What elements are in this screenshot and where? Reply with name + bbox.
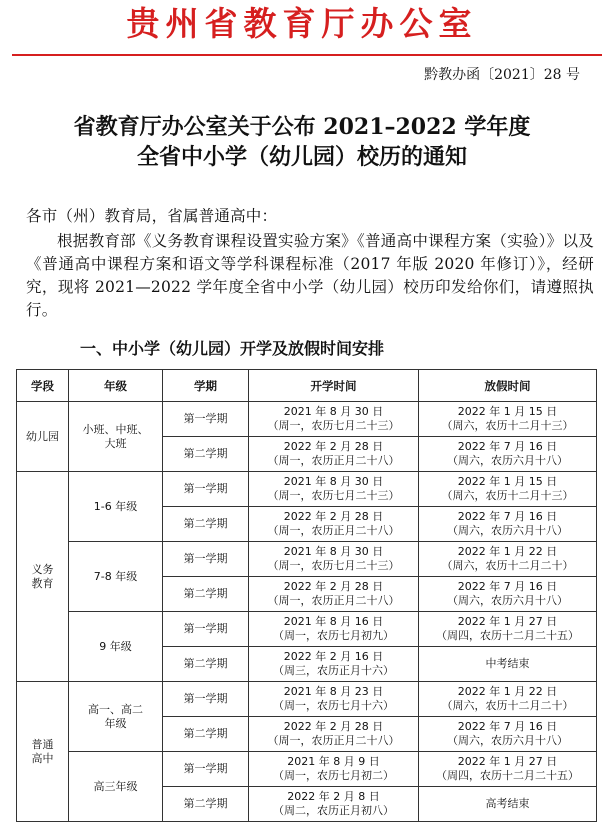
office-name-header: 贵州省教育厅办公室 xyxy=(126,4,478,43)
addressee: 各市（州）教育局，省属普通高中： xyxy=(26,207,278,225)
term-cell: 第二学期 xyxy=(163,717,249,752)
term-cell: 第一学期 xyxy=(163,682,249,717)
vacation-cell: 2022 年 7 月 16 日 （周六，农历六月十八） xyxy=(419,717,597,752)
stage-high-school: 普通 高中 xyxy=(17,682,69,822)
header-vacation: 放假时间 xyxy=(419,370,597,402)
term-cell: 第一学期 xyxy=(163,612,249,647)
section-heading: 一、中小学（幼儿园）开学及放假时间安排 xyxy=(80,339,385,358)
start-cell: 2022 年 2 月 8 日 （周二，农历正月初八） xyxy=(249,787,419,822)
grade-kindergarten: 小班、中班、 大班 xyxy=(69,402,163,472)
vacation-cell: 2022 年 1 月 22 日 （周六，农历十二月二十） xyxy=(419,682,597,717)
header-term: 学期 xyxy=(163,370,249,402)
start-cell: 2021 年 8 月 23 日 （周一，农历七月十六） xyxy=(249,682,419,717)
start-cell: 2021 年 8 月 30 日 （周一，农历七月二十三） xyxy=(249,402,419,437)
term-cell: 第二学期 xyxy=(163,577,249,612)
header-stage: 学段 xyxy=(17,370,69,402)
vacation-cell: 2022 年 1 月 15 日 （周六，农历十二月十三） xyxy=(419,402,597,437)
table-row xyxy=(17,682,597,717)
grade-1-6: 1-6 年级 xyxy=(69,472,163,542)
vacation-cell: 2022 年 7 月 16 日 （周六，农历六月十八） xyxy=(419,437,597,472)
term-cell: 第一学期 xyxy=(163,542,249,577)
body-paragraph: 根据教育部《义务教育课程设置实验方案》《普通高中课程方案（实验）》以及《普通高中课程方案和语文等学科课程标准（2017 年版 2020 年修订）》，经研究，现将 2021—2022 学年度全省中小学（幼儿园）校历印发给你们，请遵照执行。 xyxy=(26,232,594,319)
document-number: 黔教办函〔2021〕28 号 xyxy=(424,67,580,83)
vacation-cell: 2022 年 1 月 27 日 （周四，农历十二月二十五） xyxy=(419,752,597,787)
notice-title-line-1: 省教育厅办公室关于公布 2021–2022 学年度 xyxy=(73,114,531,140)
notice-title-line-2: 全省中小学（幼儿园）校历的通知 xyxy=(136,144,467,170)
vacation-cell: 高考结束 xyxy=(419,787,597,822)
header-start: 开学时间 xyxy=(249,370,419,402)
header-divider xyxy=(12,54,602,56)
header-grade: 年级 xyxy=(69,370,163,402)
vacation-cell: 中考结束 xyxy=(419,647,597,682)
table-header-row xyxy=(17,370,597,402)
table-row xyxy=(17,612,597,647)
vacation-cell: 2022 年 1 月 27 日 （周四，农历十二月二十五） xyxy=(419,612,597,647)
term-cell: 第一学期 xyxy=(163,472,249,507)
start-cell: 2022 年 2 月 28 日 （周一，农历正月二十八） xyxy=(249,577,419,612)
vacation-cell: 2022 年 7 月 16 日 （周六，农历六月十八） xyxy=(419,507,597,542)
term-cell: 第二学期 xyxy=(163,647,249,682)
start-cell: 2022 年 2 月 28 日 （周一，农历正月二十八） xyxy=(249,437,419,472)
table-row xyxy=(17,472,597,507)
start-cell: 2021 年 8 月 16 日 （周一，农历七月初九） xyxy=(249,612,419,647)
start-cell: 2021 年 8 月 9 日 （周一，农历七月初二） xyxy=(249,752,419,787)
table-row xyxy=(17,402,597,437)
grade-7-8: 7-8 年级 xyxy=(69,542,163,612)
vacation-cell: 2022 年 1 月 22 日 （周六，农历十二月二十） xyxy=(419,542,597,577)
grade-high-3: 高三年级 xyxy=(69,752,163,822)
start-cell: 2021 年 8 月 30 日 （周一，农历七月二十三） xyxy=(249,542,419,577)
start-cell: 2022 年 2 月 28 日 （周一，农历正月二十八） xyxy=(249,507,419,542)
term-cell: 第一学期 xyxy=(163,752,249,787)
term-cell: 第二学期 xyxy=(163,437,249,472)
school-calendar-table xyxy=(16,369,597,822)
stage-compulsory: 义务 教育 xyxy=(17,472,69,682)
vacation-cell: 2022 年 1 月 15 日 （周六，农历十二月十三） xyxy=(419,472,597,507)
start-cell: 2022 年 2 月 16 日 （周三，农历正月十六） xyxy=(249,647,419,682)
term-cell: 第一学期 xyxy=(163,402,249,437)
term-cell: 第二学期 xyxy=(163,787,249,822)
table-row xyxy=(17,542,597,577)
grade-high-1-2: 高一、高二 年级 xyxy=(69,682,163,752)
grade-9: 9 年级 xyxy=(69,612,163,682)
vacation-cell: 2022 年 7 月 16 日 （周六，农历六月十八） xyxy=(419,577,597,612)
start-cell: 2022 年 2 月 28 日 （周一，农历正月二十八） xyxy=(249,717,419,752)
start-cell: 2021 年 8 月 30 日 （周一，农历七月二十三） xyxy=(249,472,419,507)
term-cell: 第二学期 xyxy=(163,507,249,542)
table-row xyxy=(17,752,597,787)
notice-title xyxy=(0,112,604,172)
stage-kindergarten: 幼儿园 xyxy=(17,402,69,472)
